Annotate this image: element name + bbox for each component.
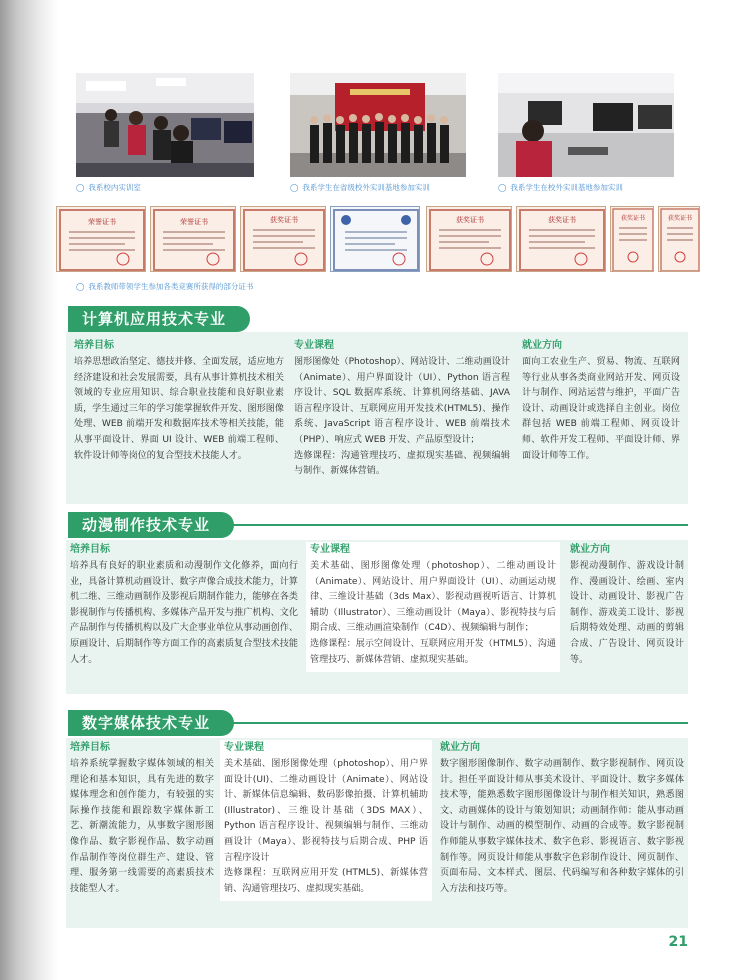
goal-text: 培养具有良好的职业素质和动漫制作文化修养，面向行业，具备计算机动画设计、数字声像合成技术能力，计算机二维、三维动画制作及影视后期制作能力，能够在各类影视制作与传播机构、多媒体产品开发与推广机构、文化产品制作与传播机构以及广大企事业单位从事动画创作、原画设计、后期制作等方面工作的高素质复合型技术技能人才。 [70, 561, 298, 665]
section-title-digital-media: 数字媒体技术专业 [68, 710, 234, 736]
goal-column-animation [70, 542, 298, 668]
goal-heading: 培养目标 [70, 742, 110, 753]
career-column-computer-application [522, 338, 680, 464]
certificate-6 [516, 206, 606, 272]
career-heading: 就业方向 [440, 742, 480, 753]
career-heading: 就业方向 [522, 340, 562, 351]
goal-heading: 培养目标 [74, 340, 114, 351]
course-column-computer-application [294, 338, 510, 480]
goal-column-digital-media [70, 740, 214, 897]
career-text: 数字图形图像制作、数字动画制作、数字影视制作、网页设计。担任平面设计师从事美术设计、平面设计、数字多媒体技术等，能熟悉数字图形图像设计与制作相关知识，熟悉图文、动画媒体的设计与策划知识；动画制作师：能从事动画设计与制作、动画的模型制作、动画的合成等。数字影视制作师能从事数字媒体技术、数字色彩、影视语言、数字影视制作等。网页设计师能从事数字色彩制作设计、网页制作、页面布局、文本样式、图层、代码编写和各种数字媒体的引入方法和技巧等。 [440, 759, 684, 894]
certificate-1 [56, 206, 146, 272]
photo-caption-3: ◯ 我系学生在校外实训基地参加实训 [498, 183, 623, 192]
svg-text:获奖证书: 获奖证书 [548, 216, 576, 224]
section-divider [220, 722, 688, 724]
course-heading: 专业课程 [294, 340, 334, 351]
photo-caption-1: ◯ 我系校内实训室 [76, 183, 141, 192]
certificate-4 [330, 206, 420, 272]
goal-heading: 培养目标 [70, 544, 110, 555]
svg-text:获奖证书: 获奖证书 [456, 216, 484, 224]
course-text: 图形图像处（Photoshop）、网站设计、二维动画设计（Animate）、用户界面设计（UI）、Python 语言程序设计、SQL 数据库系统、计算机网络基础、JAVA 语言程序设计、互联网应用开发技术(HTML5)、操作系统、JavaScript 语言程序设计、WEB 前端技术（PHP）、响应式 WEB 开发、产品原型设计； [294, 357, 511, 445]
certificates-caption: ◯ 我系教师带领学生参加各类竞赛所获得的部分证书 [76, 282, 254, 291]
certificate-7 [610, 206, 654, 272]
career-text: 面向工农业生产、贸易、物流、互联网等行业从事各类商业网站开发、网页设计与制作、网站运营与维护，平面广告设计、动画设计或选择自主创业。岗位群包括 WEB 前端工程师、网页设计师、软件开发工程师、平面设计师、界面设计师等工作。 [522, 357, 680, 461]
career-column-animation [570, 542, 684, 668]
svg-text:获奖证书: 获奖证书 [667, 215, 693, 222]
elective-text: 选修课程：展示空间设计、互联网应用开发（HTML5）、沟通管理技巧、新媒体营销、虚拟现实基础。 [310, 638, 556, 665]
photo-provincial-base [290, 73, 466, 177]
certificate-8 [658, 206, 700, 272]
photo-caption-2: ◯ 我系学生在省级校外实训基地参加实训 [290, 183, 430, 192]
goal-column-computer-application [74, 338, 284, 464]
svg-text:荣誉证书: 荣誉证书 [180, 218, 208, 226]
certificate-5 [426, 206, 512, 272]
certificate-3 [240, 206, 326, 272]
career-column-digital-media [440, 740, 684, 897]
goal-text: 培养思想政治坚定、德技并修、全面发展，适应地方经济建设和社会发展需要，具有从事计算机技术相关领域的专业应用知识、综合职业技能和良好职业素质，学生通过三年的学习能掌握软件开发、图形图像处理、WEB 前端开发和数据库技术等相关技能，能从事平面设计、界面 UI 设计、WEB 前端工程师、软件设计师等岗位的复合型技术技能人才。 [74, 357, 284, 461]
section-title-animation: 动漫制作技术专业 [68, 512, 234, 538]
course-heading: 专业课程 [224, 742, 264, 753]
section-divider [230, 524, 688, 526]
course-column-digital-media [220, 740, 432, 901]
photo-training-room [76, 73, 254, 177]
course-column-animation [306, 542, 560, 672]
photo-offcampus-base [498, 73, 674, 177]
course-text: 美术基础、图形图像处理（photoshop）、二维动画设计（Animate）、网站设计、用户界面设计（UI）、动画运动规律、三维设计基础（3ds Max）、影视动画视听语言、计算机辅助（Illustrator）、三维动画设计（Maya）、影视特技与后期合成、三维动画渲染制作（C4D）、视频编辑与制作； [310, 561, 556, 634]
svg-text:荣誉证书: 荣誉证书 [88, 218, 116, 226]
elective-text: 选修课程：沟通管理技巧、虚拟现实基础、视频编辑与制作、新媒体营销。 [294, 450, 510, 477]
goal-text: 培养系统掌握数字媒体领域的相关理论和基本知识，具有先进的数字媒体理念和创作能力，有较强的实际操作技能和跟踪数字媒体新工艺、新潮流能力，从事数字图形图像作品、数字影视作品、数字动画作品制作等岗位群生产、建设、管理、服务第一线需要的高素质技术技能型人才。 [70, 759, 214, 894]
svg-text:获奖证书: 获奖证书 [620, 215, 646, 222]
career-text: 影视动漫制作、游戏设计制作、漫画设计、绘画、室内设计、动画设计、影视广告制作、游戏美工设计、影视后期特效处理、动画的剪辑合成、广告设计、网页设计等。 [570, 561, 684, 665]
certificate-2 [150, 206, 236, 272]
career-heading: 就业方向 [570, 544, 610, 555]
page-binding-shadow [0, 0, 58, 980]
course-heading: 专业课程 [310, 544, 350, 555]
course-text: 美术基础、图形图像处理（photoshop）、用户界面设计(UI)、二维动画设计（Animate）、网站设计、新媒体信息编辑、数码影像拍摄、计算机辅助(Illustrator)、三维设计基础（3DS MAX）、Python 语言程序设计、视频编辑与制作、三维动画设计（Maya）、影视特技与后期合成、PHP 语言程序设计 [224, 759, 428, 863]
page-number: 21 [668, 934, 688, 950]
elective-text: 选修课程：互联网应用开发 (HTML5)、新媒体营销、沟通管理技巧、虚拟现实基础。 [224, 868, 428, 894]
svg-text:获奖证书: 获奖证书 [270, 216, 298, 224]
section-title-computer-application: 计算机应用技术专业 [68, 306, 250, 332]
